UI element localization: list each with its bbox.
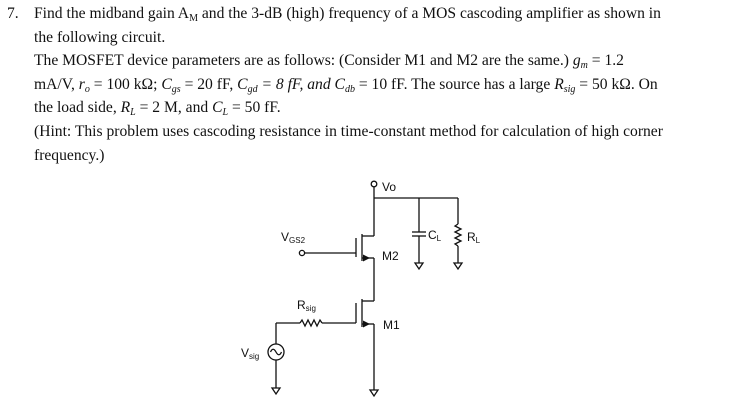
rl-symbol: R: [120, 99, 131, 117]
cgs-symbol: C: [161, 75, 172, 93]
line3-text: The MOSFET device parameters are as follows: (Consider M1 and M2 are the same.): [34, 52, 573, 70]
gm-subscript: m: [580, 60, 588, 72]
cl-subscript: L: [222, 107, 229, 119]
line5-text: the load side,: [34, 99, 121, 117]
cdb-value: = 10 fF. The source has a large: [354, 75, 555, 93]
cgd-value: = 8 fF, and: [257, 75, 335, 93]
cgd-symbol: C: [237, 75, 248, 93]
problem-line-7: frequency.): [34, 146, 105, 164]
cl-label: CL: [428, 228, 442, 243]
cgs-subscript: gs: [171, 83, 181, 95]
rl-ground-icon: [454, 263, 462, 269]
line1-rest: and the 3-dB (high) frequency of a MOS cascoding amplifier as shown in: [197, 5, 661, 22]
rsig-value: = 50 kΩ. On: [575, 75, 658, 93]
m1-source-arrow: [363, 321, 370, 328]
problem-line-2: the following circuit.: [34, 28, 166, 46]
rsig-subscript: sig: [563, 83, 576, 95]
rsig-symbol: R: [554, 75, 564, 93]
cl-symbol: C: [212, 99, 223, 117]
m1-ground-icon: [370, 390, 378, 396]
cl-value: = 50 fF.: [228, 99, 281, 117]
gm-units: mA/V,: [34, 75, 79, 93]
vsig-label: Vsig: [241, 346, 260, 361]
ro-symbol: r: [78, 75, 85, 93]
cgs-value: = 20 fF,: [180, 75, 238, 93]
vgs2-label: VGS2: [281, 230, 306, 245]
rl-label: RL: [467, 230, 481, 245]
vsig-sine-icon: [271, 349, 282, 355]
gm-value: = 1.2: [587, 52, 624, 70]
line1-text: Find the midband gain A: [34, 5, 190, 22]
problem-number: 7.: [7, 5, 19, 22]
vo-label: Vo: [382, 180, 397, 194]
cl-ground-icon: [415, 263, 423, 269]
problem-line-6: (Hint: This problem uses cascoding resistance in time-constant method for calculation of high corner: [34, 122, 663, 140]
vo-terminal: [371, 181, 377, 187]
ro-value: = 100 kΩ;: [89, 75, 162, 93]
cdb-symbol: C: [334, 75, 345, 93]
ro-subscript: o: [84, 83, 90, 95]
m1-label: M1: [383, 318, 400, 332]
cdb-subscript: db: [344, 83, 355, 95]
vgs2-terminal: [299, 250, 304, 255]
vsig-ground-icon: [272, 388, 280, 394]
rl-value: = 2 M, and: [135, 99, 213, 117]
m2-label: M2: [382, 249, 399, 263]
rl-resistor: [455, 224, 461, 246]
cgd-subscript: gd: [247, 83, 258, 95]
m2-source-arrow: [363, 255, 370, 262]
rl-subscript: L: [130, 107, 136, 119]
am-subscript: M: [189, 13, 198, 24]
gm-symbol: g: [572, 52, 581, 70]
rsig-resistor: [300, 320, 322, 326]
rsig-label: Rsig: [297, 298, 316, 313]
